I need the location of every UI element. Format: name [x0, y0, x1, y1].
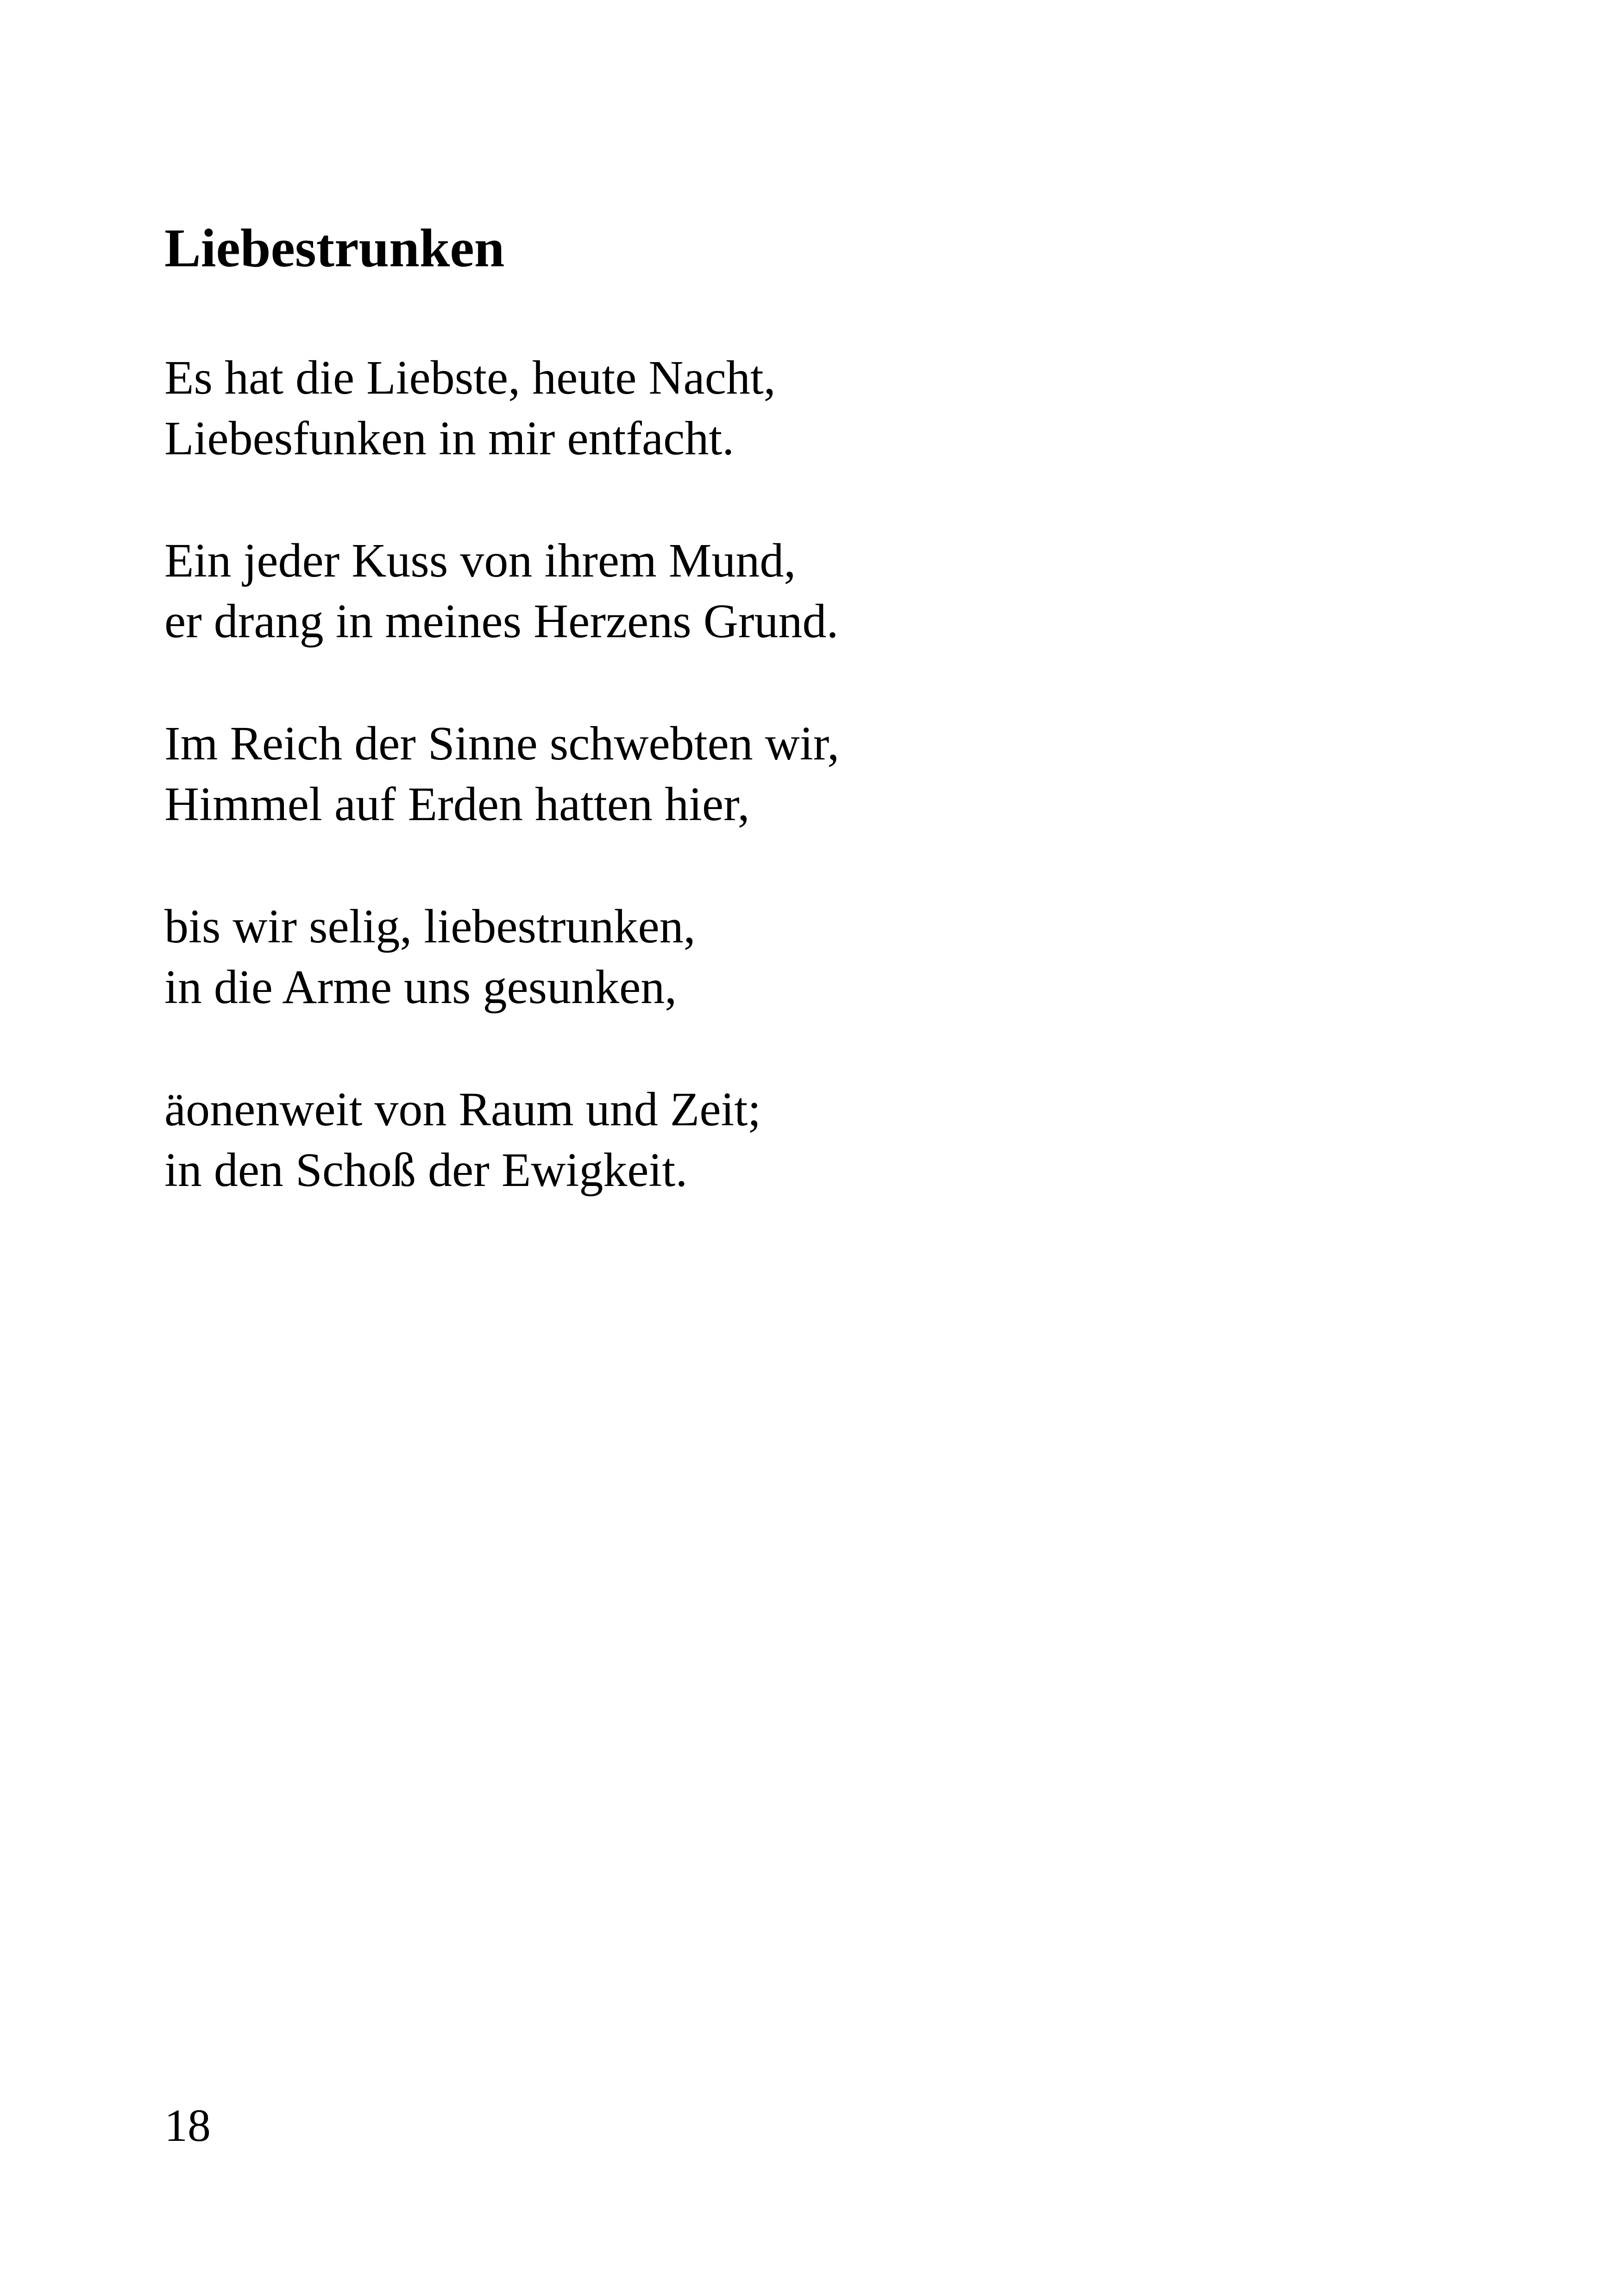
poem-line: Ein jeder Kuss von ihrem Mund, — [164, 534, 796, 587]
poem-line: Es hat die Liebste, heute Nacht, — [164, 351, 776, 404]
poem-body — [164, 347, 1461, 1262]
poem-line: er drang in meines Herzens Grund. — [164, 595, 839, 648]
page-number: 18 — [164, 2100, 211, 2151]
stanza-2 — [164, 530, 1461, 652]
stanza-3 — [164, 713, 1461, 834]
poem-line: in die Arme uns gesunken, — [164, 960, 677, 1014]
poem-title: Liebestrunken — [164, 218, 505, 278]
poem-line: Im Reich der Sinne schwebten wir, — [164, 717, 840, 770]
stanza-1 — [164, 347, 1461, 469]
poem-line: in den Schoß der Ewigkeit. — [164, 1143, 688, 1197]
poem-line: äonenweit von Raum und Zeit; — [164, 1083, 761, 1136]
stanza-4 — [164, 896, 1461, 1017]
poem-line: Himmel auf Erden hatten hier, — [164, 778, 750, 831]
poem-line: bis wir selig, liebestrunken, — [164, 900, 696, 953]
poem-line: Liebesfunken in mir entfacht. — [164, 412, 735, 465]
stanza-5 — [164, 1079, 1461, 1200]
